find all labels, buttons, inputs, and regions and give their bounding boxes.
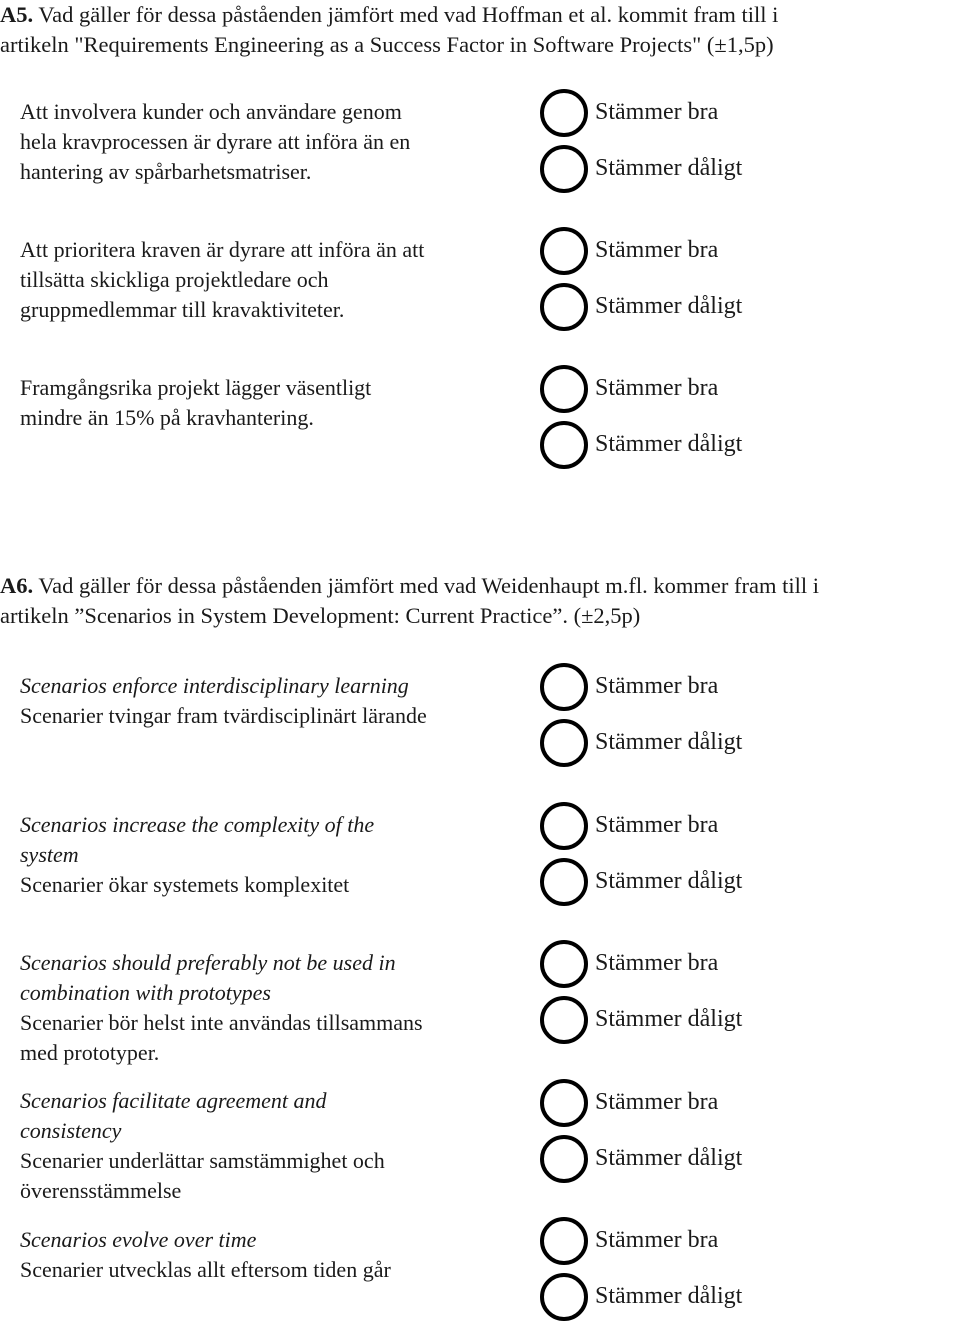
section-a5-heading <box>0 0 960 60</box>
heading-text: artikeln "Requirements Engineering as a Success Factor in Software Projects" (±1,5p) <box>0 32 774 57</box>
section-number: A5. <box>0 2 34 27</box>
radio-circle-icon[interactable] <box>540 145 588 193</box>
radio-circle-icon[interactable] <box>540 1273 588 1321</box>
radio-circle-icon[interactable] <box>540 89 588 137</box>
statement-line: Framgångsrika projekt lägger väsentligt <box>20 375 372 400</box>
heading-text: Vad gäller för dessa påståenden jämfört med vad Weidenhaupt m.fl. kommer fram till i <box>33 573 819 598</box>
section-a6-heading <box>0 571 960 631</box>
statement-english: Scenarios facilitate agreement and <box>20 1088 327 1113</box>
option-label: Stämmer bra <box>595 673 719 699</box>
radio-circle-icon[interactable] <box>540 719 588 767</box>
option-label: Stämmer bra <box>595 1227 719 1253</box>
statement-swedish: med prototyper. <box>20 1040 160 1065</box>
option-agree-a5-1[interactable] <box>540 89 940 137</box>
statement-english: Scenarios evolve over time <box>20 1227 257 1252</box>
option-agree-a5-3[interactable] <box>540 365 940 413</box>
radio-circle-icon[interactable] <box>540 996 588 1044</box>
radio-circle-icon[interactable] <box>540 802 588 850</box>
option-agree-a6-3[interactable] <box>540 940 940 988</box>
statement-english: combination with prototypes <box>20 980 271 1005</box>
statement-english: Scenarios enforce interdisciplinary learning <box>20 673 409 698</box>
radio-circle-icon[interactable] <box>540 858 588 906</box>
statement-swedish: Scenarier ökar systemets komplexitet <box>20 872 350 897</box>
option-label: Stämmer dåligt <box>595 1283 743 1309</box>
statement-english: consistency <box>20 1118 122 1143</box>
statement-line: hela kravprocessen är dyrare att införa än en <box>20 129 411 154</box>
radio-circle-icon[interactable] <box>540 1135 588 1183</box>
option-label: Stämmer bra <box>595 375 719 401</box>
radio-circle-icon[interactable] <box>540 227 588 275</box>
radio-circle-icon[interactable] <box>540 283 588 331</box>
radio-circle-icon[interactable] <box>540 421 588 469</box>
heading-text: artikeln ”Scenarios in System Development: Current Practice”. (±2,5p) <box>0 603 641 628</box>
option-agree-a5-2[interactable] <box>540 227 940 275</box>
statement-a5-3 <box>20 373 520 433</box>
statement-swedish: Scenarier underlättar samstämmighet och <box>20 1148 385 1173</box>
heading-text: Vad gäller för dessa påståenden jämfört med vad Hoffman et al. kommit fram till i <box>33 2 779 27</box>
option-agree-a6-5[interactable] <box>540 1217 940 1265</box>
section-number: A6. <box>0 573 34 598</box>
statement-english: system <box>20 842 79 867</box>
option-label: Stämmer dåligt <box>595 155 743 181</box>
option-label: Stämmer dåligt <box>595 1145 743 1171</box>
option-agree-a6-2[interactable] <box>540 802 940 850</box>
option-label: Stämmer bra <box>595 950 719 976</box>
radio-circle-icon[interactable] <box>540 1217 588 1265</box>
statement-a6-4 <box>20 1086 520 1206</box>
option-label: Stämmer dåligt <box>595 729 743 755</box>
radio-circle-icon[interactable] <box>540 365 588 413</box>
statement-swedish: Scenarier tvingar fram tvärdisciplinärt lärande <box>20 703 427 728</box>
option-label: Stämmer dåligt <box>595 293 743 319</box>
statement-english: Scenarios should preferably not be used in <box>20 950 396 975</box>
statement-line: mindre än 15% på kravhantering. <box>20 405 314 430</box>
statement-line: Att involvera kunder och användare genom <box>20 99 402 124</box>
option-label: Stämmer bra <box>595 99 719 125</box>
option-disagree-a6-4[interactable] <box>540 1135 940 1183</box>
option-label: Stämmer dåligt <box>595 431 743 457</box>
statement-a5-2 <box>20 235 520 325</box>
statement-a6-2 <box>20 810 520 900</box>
option-disagree-a6-1[interactable] <box>540 719 940 767</box>
statement-swedish: Scenarier utvecklas allt eftersom tiden går <box>20 1257 391 1282</box>
option-label: Stämmer bra <box>595 1089 719 1115</box>
option-disagree-a5-3[interactable] <box>540 421 940 469</box>
option-label: Stämmer bra <box>595 812 719 838</box>
option-disagree-a6-3[interactable] <box>540 996 940 1044</box>
option-disagree-a6-2[interactable] <box>540 858 940 906</box>
radio-circle-icon[interactable] <box>540 1079 588 1127</box>
option-disagree-a5-1[interactable] <box>540 145 940 193</box>
statement-line: hantering av spårbarhetsmatriser. <box>20 159 312 184</box>
statement-a6-3 <box>20 948 520 1068</box>
statement-line: Att prioritera kraven är dyrare att införa än att <box>20 237 425 262</box>
option-label: Stämmer bra <box>595 237 719 263</box>
statement-a5-1 <box>20 97 520 187</box>
option-agree-a6-1[interactable] <box>540 663 940 711</box>
statement-a6-5 <box>20 1225 520 1285</box>
statement-swedish: överensstämmelse <box>20 1178 182 1203</box>
option-disagree-a6-5[interactable] <box>540 1273 940 1321</box>
radio-circle-icon[interactable] <box>540 663 588 711</box>
statement-swedish: Scenarier bör helst inte användas tillsammans <box>20 1010 423 1035</box>
option-label: Stämmer dåligt <box>595 1006 743 1032</box>
radio-circle-icon[interactable] <box>540 940 588 988</box>
option-disagree-a5-2[interactable] <box>540 283 940 331</box>
statement-line: tillsätta skickliga projektledare och <box>20 267 329 292</box>
statement-english: Scenarios increase the complexity of the <box>20 812 375 837</box>
option-label: Stämmer dåligt <box>595 868 743 894</box>
statement-line: gruppmedlemmar till kravaktiviteter. <box>20 297 345 322</box>
statement-a6-1 <box>20 671 520 731</box>
option-agree-a6-4[interactable] <box>540 1079 940 1127</box>
